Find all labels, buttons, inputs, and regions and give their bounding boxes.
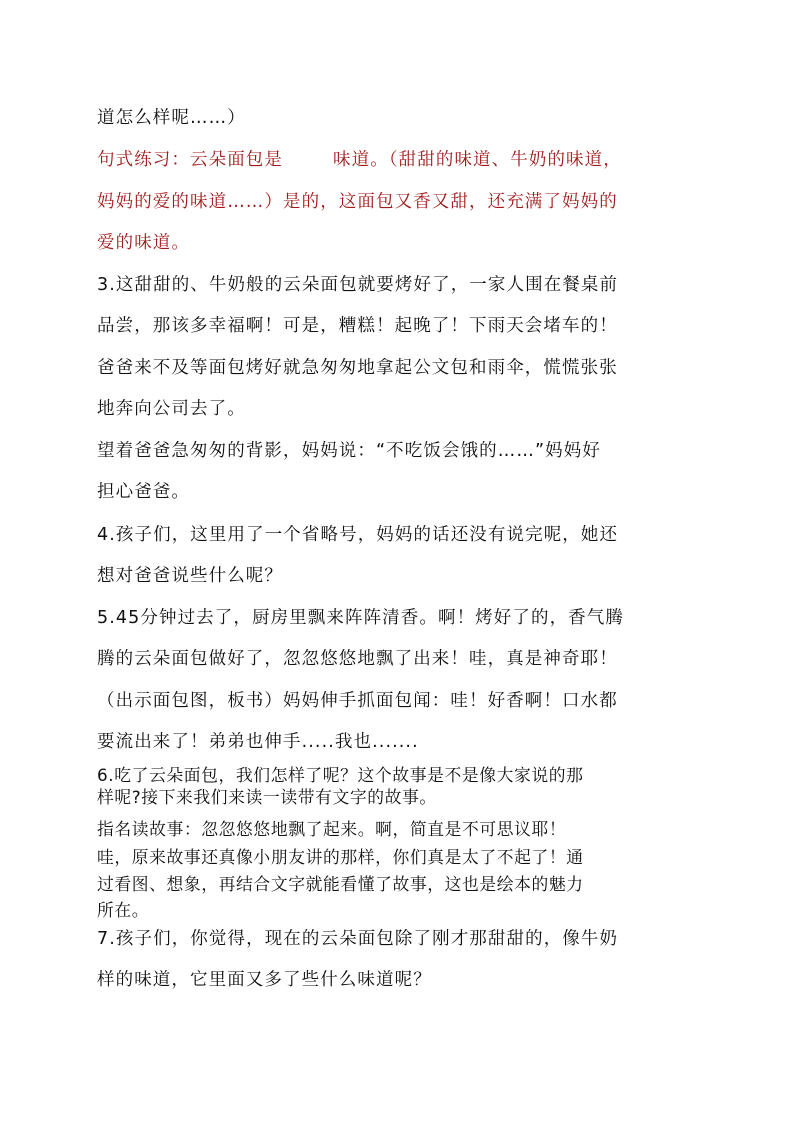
line-text: 句式练习：云朵面包是 [97, 150, 283, 170]
text-line [97, 398, 246, 420]
line-text: 腾的云朵面包做好了，忽忽悠悠地飘了出来！哇，真是神奇耶！ [97, 649, 618, 669]
line-text: 担心爸爸。 [97, 482, 190, 502]
text-line [97, 315, 618, 337]
line-text: （出示面包图，板书）妈妈伸手抓面包闻：哇！好香啊！口水都 [97, 691, 618, 711]
line-text: 样呢?接下来我们来读一读带有文字的故事。 [97, 787, 437, 807]
line-text: 哇，原来故事还真像小朋友讲的那样，你们真是太了不起了！通 [97, 847, 584, 867]
text-line [97, 191, 618, 213]
line-text: 6.吃了云朵面包，我们怎样了呢？这个故事是不是像大家说的那 [97, 765, 584, 785]
text-line [97, 357, 618, 379]
line-text: 地奔向公司去了。 [97, 399, 246, 419]
text-line [97, 764, 584, 786]
line-text: 过看图、想象，再结合文字就能看懂了故事，这也是绘本的魅力 [97, 874, 584, 894]
text-line [97, 928, 618, 950]
line-text: 妈妈的爱的味道……）是的，这面包又香又甜，还充满了妈妈的 [97, 192, 618, 212]
line-text: 指名读故事：忽忽悠悠地飘了起来。啊，简直是不可思议耶！ [97, 819, 567, 839]
line-text: 爱的味道。 [97, 233, 190, 253]
line-text: 3.这甜甜的、牛奶般的云朵面包就要烤好了，一家人围在餐桌前 [97, 275, 619, 295]
text-line [97, 274, 618, 296]
text-line [97, 690, 618, 712]
line-text: 5.45分钟过去了，厨房里飘来阵阵清香。啊！烤好了的，香气腾 [97, 608, 624, 628]
text-line [97, 818, 566, 840]
text-line [97, 648, 618, 670]
line-text: 7.孩子们，你觉得，现在的云朵面包除了刚才那甜甜的，像牛奶 [97, 929, 619, 949]
line-text: 4.孩子们，这里用了一个省略号，妈妈的话还没有说完呢，她还 [97, 525, 619, 545]
line-text: 所在。 [97, 900, 150, 920]
text-line [97, 607, 624, 629]
line-text: 样的味道，它里面又多了些什么味道呢？ [97, 970, 432, 990]
line-text: 道怎么样呢……） [97, 108, 246, 128]
line-text: 望着爸爸急匆匆的背影，妈妈说：“不吃饭会饿的……”妈妈好 [97, 441, 601, 461]
text-line [97, 846, 584, 868]
text-line [97, 232, 190, 254]
line-text: 味道。（甜甜的味道、牛奶的味道， [333, 150, 622, 170]
text-line [97, 481, 190, 503]
line-text: 爸爸来不及等面包烤好就急匆匆地拿起公文包和雨伞，慌慌张张 [97, 358, 618, 378]
text-line [97, 524, 618, 546]
text-line [97, 899, 149, 921]
text-line [97, 969, 432, 991]
text-line [97, 107, 246, 129]
text-line [97, 873, 584, 895]
text-line [97, 731, 419, 753]
text-line [97, 786, 437, 808]
text-line [97, 565, 283, 587]
sentence-exercise-line [97, 149, 622, 171]
line-text: 要流出来了！弟弟也伸手.....我也....... [97, 732, 419, 752]
line-text: 想对爸爸说些什么呢？ [97, 566, 283, 586]
text-line [97, 440, 601, 462]
line-text: 品尝，那该多幸福啊！可是，糟糕！起晚了！下雨天会堵车的！ [97, 316, 618, 336]
